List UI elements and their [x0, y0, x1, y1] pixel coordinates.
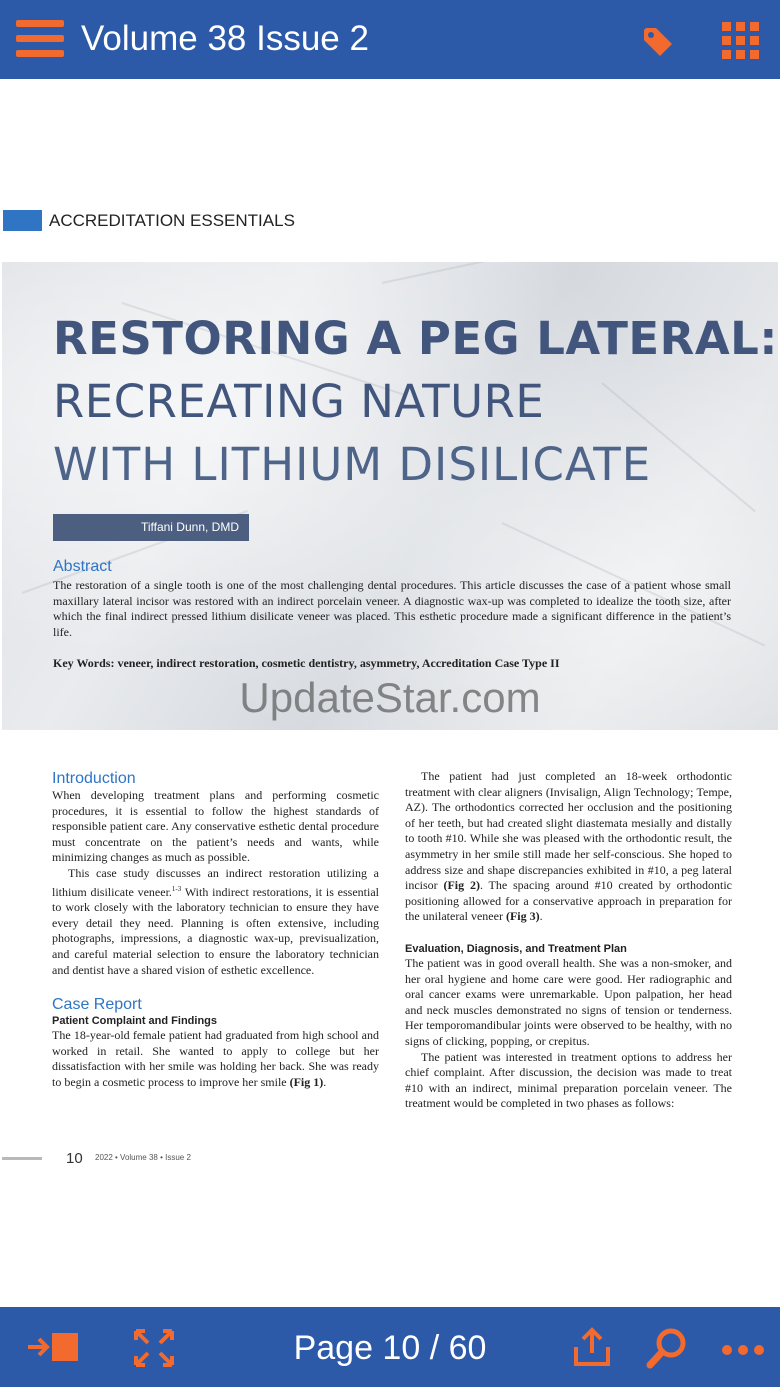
evaluation-subheading: Evaluation, Diagnosis, and Treatment Plan: [405, 942, 627, 955]
article-hero: [2, 262, 778, 730]
search-icon[interactable]: [646, 1327, 688, 1369]
share-icon[interactable]: [573, 1327, 611, 1367]
grid-icon[interactable]: [722, 22, 760, 60]
document-page[interactable]: [0, 79, 780, 1307]
bottom-toolbar: [0, 1307, 780, 1387]
top-toolbar: [0, 0, 780, 79]
hamburger-menu-icon[interactable]: [16, 18, 66, 60]
case-paragraph-1: The 18-year-old female patient had graduated from high school and worked in retail. She wanted to apply to college but her dissatisfaction with her smile was holding her back. She was ready to begin a cosmetic process to improve her smile (Fig 1).: [52, 1028, 379, 1089]
intro-paragraph-1: When developing treatment plans and performing cosmetic procedures, it is essential to follow the highest standards of responsible patient care. Any conservative esthetic dental procedure must concentrate on the patient’s needs and wants, while minimizing changes as much as possible.: [52, 788, 379, 865]
fig-2-ref: (Fig 2): [443, 878, 480, 893]
section-label: ACCREDITATION ESSENTIALS: [49, 211, 295, 230]
evaluation-paragraph-1: The patient was in good overall health. She was a non-smoker, and her oral hygiene and home care were good. Her radiographic and oral cancer exams were unremarkable. Upon palpation, her head and neck muscles demonstrated no signs of tension or tenderness. Her temporomandibular joints were observed to be healthy, with no signs of clicking, popping, or crepitus.: [405, 955, 732, 1048]
page-footer: [0, 1150, 400, 1166]
page-indicator[interactable]: Page 10 / 60: [293, 1329, 487, 1367]
article-title-line-2: RECREATING NATURE: [53, 375, 545, 428]
abstract-heading: Abstract: [53, 558, 112, 575]
page-number: 10: [66, 1150, 83, 1167]
watermark: UpdateStar.com: [239, 674, 541, 721]
intro-paragraph-2: This case study discusses an indirect restoration utilizing a lithium disilicate veneer.$^{1-3}$ With indirect restorations, it is essential to work closely with the laboratory technician to ensure they have every detail they need. Planning is often extensive, including photographs, impressions, a diagnostic wax-up, previsualization, and careful material selection to ensure the laboratory technician and dentist have a shared vision of esthetic excellence.: [52, 865, 379, 977]
author-badge: Tiffani Dunn, DMD: [53, 514, 249, 541]
tag-icon[interactable]: [640, 24, 676, 60]
article-title-line-3: WITH LITHIUM DISILICATE: [53, 438, 652, 491]
more-icon[interactable]: [722, 1343, 764, 1355]
document-title: Volume 38 Issue 2: [81, 19, 369, 58]
section-tag-bar: [3, 210, 42, 231]
fig-3-ref: (Fig 3): [505, 909, 540, 924]
footer-bar: [2, 1157, 42, 1160]
right-paragraph-1: The patient had just completed an 18-week orthodontic treatment with clear aligners (Invisalign, Align Technology; Tempe, AZ). The orthodontics corrected her occlusion and the positioning of her teeth, but had created slight diastemata mesially and distally to tooth #10. While she was pleased with the orthodontic result, the asymmetry in her smile still made her self-conscious. She hoped to address size and shape discrepancies exhibited in #10, a peg lateral incisor (Fig 2). The spacing around #10 created by orthodontic positioning allowed for a conservative approach in preparation for the unilateral veneer (Fig 3).: [405, 769, 732, 924]
abstract-text: The restoration of a single tooth is one of the most challenging dental procedures. This article discusses the case of a patient whose small maxillary lateral incisor was restored with an indirect porcelain veneer. A diagnostic wax-up was completed to idealize the tooth size, after which the final indirect pressed lithium disilicate veneer was placed. This esthetic procedure made a significant difference in the patient’s life.: [53, 578, 731, 639]
issue-line: 2022 • Volume 38 • Issue 2: [95, 1153, 191, 1162]
fig-1-ref: (Fig 1): [289, 1074, 324, 1089]
introduction-heading: Introduction: [52, 770, 136, 787]
key-words: Key Words: veneer, indirect restoration, cosmetic dentistry, asymmetry, Accreditation Case Type II: [53, 656, 560, 670]
right-column: [405, 769, 732, 1112]
left-column: [52, 769, 379, 1091]
case-subheading: Patient Complaint and Findings: [52, 1015, 217, 1028]
article-title-line-1: RESTORING A PEG LATERAL:: [53, 312, 778, 365]
evaluation-paragraph-2: The patient was interested in treatment options to address her chief complaint. After discussion, the decision was made to treat #10 with an indirect, minimal preparation porcelain veneer. The treatment would be completed in two phases as follows:: [405, 1049, 732, 1111]
case-report-heading: Case Report: [52, 996, 142, 1014]
